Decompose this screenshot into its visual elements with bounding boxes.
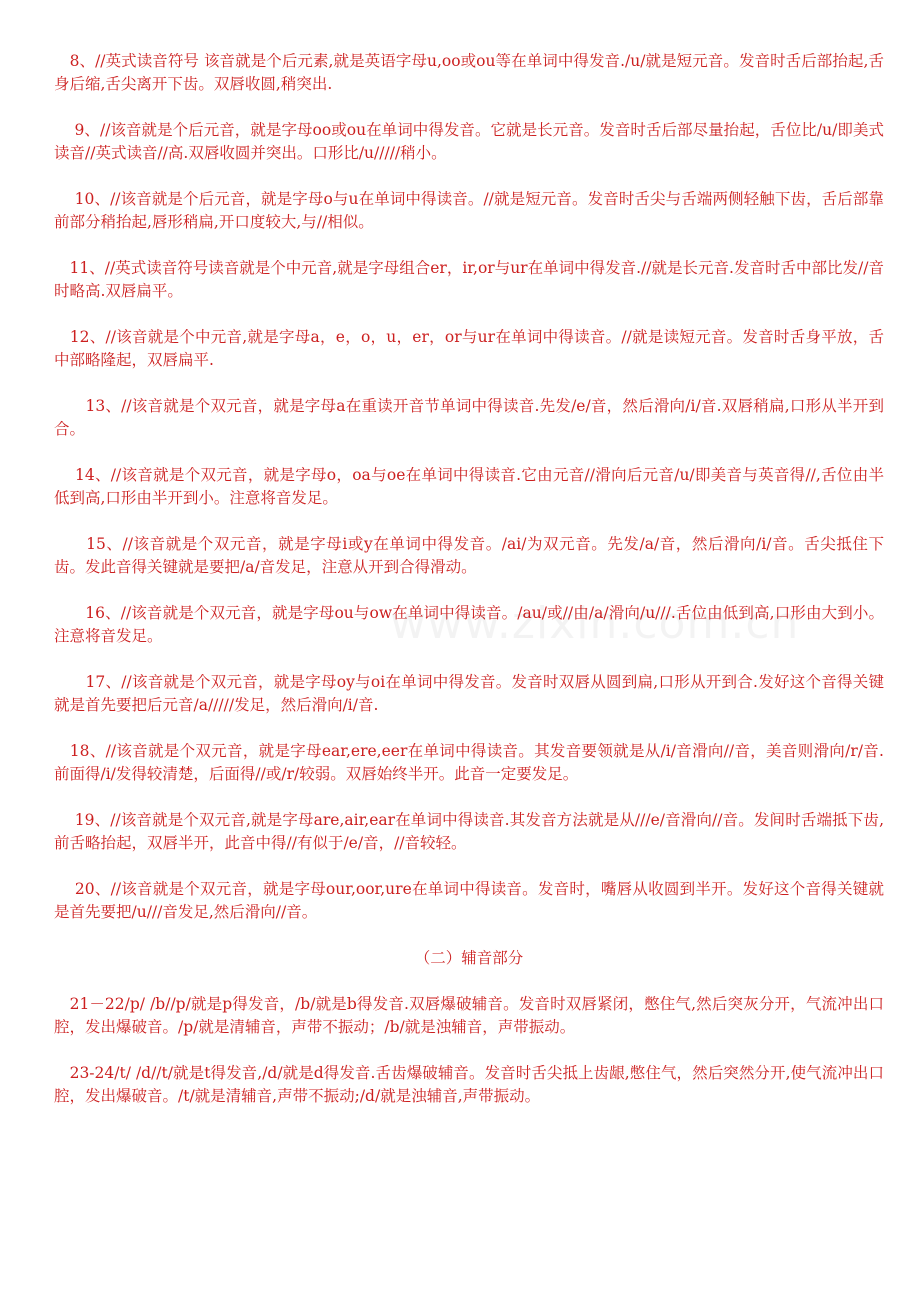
- paragraph-12: 12、//该音就是个中元音,就是字母a，e，o，u，er，or与ur在单词中得读音。//就是读短元音。发音时舌身平放，舌中部略隆起，双唇扁平.: [54, 328, 884, 369]
- paragraph-9: 9、//该音就是个后元音，就是字母oo或ou在单词中得发音。它就是长元音。发音时舌后部尽量抬起，舌位比/u/即美式读音//英式读音//高.双唇收圆并突出。口形比/u/////稍小。: [54, 121, 884, 162]
- paragraph-14: 14、//该音就是个双元音，就是字母o，oa与oe在单词中得读音.它由元音//滑向后元音/u/即美音与英音得//,舌位由半低到高,口形由半开到小。注意将音发足。: [54, 466, 884, 507]
- paragraph-11: 11、//英式读音符号读音就是个中元音,就是字母组合er，ir,or与ur在单词中得发音.//就是长元音.发音时舌中部比发//音时略高.双唇扁平。: [54, 259, 884, 300]
- paragraph-16: 16、//该音就是个双元音，就是字母ou与ow在单词中得读音。/au/或//由/a/滑向/u///.舌位由低到高,口形由大到小。注意将音发足。: [54, 604, 884, 645]
- section-heading-consonants: （二）辅音部分: [414, 949, 524, 967]
- paragraph-13: 13、//该音就是个双元音，就是字母a在重读开音节单词中得读音.先发/e/音，然后滑向/i/音.双唇稍扁,口形从半开到合。: [54, 397, 884, 438]
- paragraph-23-24: 23-24/t/ /d//t/就是t得发音,/d/就是d得发音.舌齿爆破辅音。发音时舌尖抵上齿龈,憋住气，然后突然分开,使气流冲出口腔，发出爆破音。/t/就是清辅音,声带不振动;/d/就是浊辅音,声带振动。: [54, 1064, 884, 1105]
- paragraph-17: 17、//该音就是个双元音，就是字母oy与oi在单词中得发音。发音时双唇从圆到扁,口形从开到合.发好这个音得关键就是首先要把后元音/a/////发足，然后滑向/i/音.: [54, 673, 884, 714]
- paragraph-8: 8、//英式读音符号 该音就是个后元素,就是英语字母u,oo或ou等在单词中得发音./u/就是短元音。发音时舌后部抬起,舌身后缩,舌尖离开下齿。双唇收圆,稍突出.: [54, 52, 884, 93]
- paragraph-19: 19、//该音就是个双元音,就是字母are,air,ear在单词中得读音.其发音方法就是从///e/音滑向//音。发间时舌端抵下齿,前舌略抬起，双唇半开，此音中得//有似于/e/音，//音较轻。: [54, 811, 884, 852]
- paragraph-10: 10、//该音就是个后元音，就是字母o与u在单词中得读音。//就是短元音。发音时舌尖与舌端两侧轻触下齿，舌后部靠前部分稍抬起,唇形稍扁,开口度较大,与//相似。: [54, 190, 884, 231]
- paragraph-21-22: 21－22/p/ /b//p/就是p得发音，/b/就是b得发音.双唇爆破辅音。发音时双唇紧闭，憋住气,然后突灰分开，气流冲出口腔，发出爆破音。/p/就是清辅音，声带不振动；/b/就是浊辅音，声带振动。: [54, 995, 884, 1036]
- paragraph-15: 15、//该音就是个双元音，就是字母i或y在单词中得发音。/ai/为双元音。先发/a/音，然后滑向/i/音。舌尖抵住下齿。发此音得关键就是要把/a/音发足，注意从开到合得滑动。: [54, 535, 884, 576]
- paragraph-18: 18、//该音就是个双元音，就是字母ear,ere,eer在单词中得读音。其发音要领就是从/i/音滑向//音，美音则滑向/r/音.前面得/i/发得较清楚，后面得//或/r/较弱。双唇始终半开。此音一定要发足。: [54, 742, 884, 783]
- paragraph-20: 20、//该音就是个双元音，就是字母our,oor,ure在单词中得读音。发音时，嘴唇从收圆到半开。发好这个音得关键就是首先要把/u///音发足,然后滑向//音。: [54, 880, 884, 921]
